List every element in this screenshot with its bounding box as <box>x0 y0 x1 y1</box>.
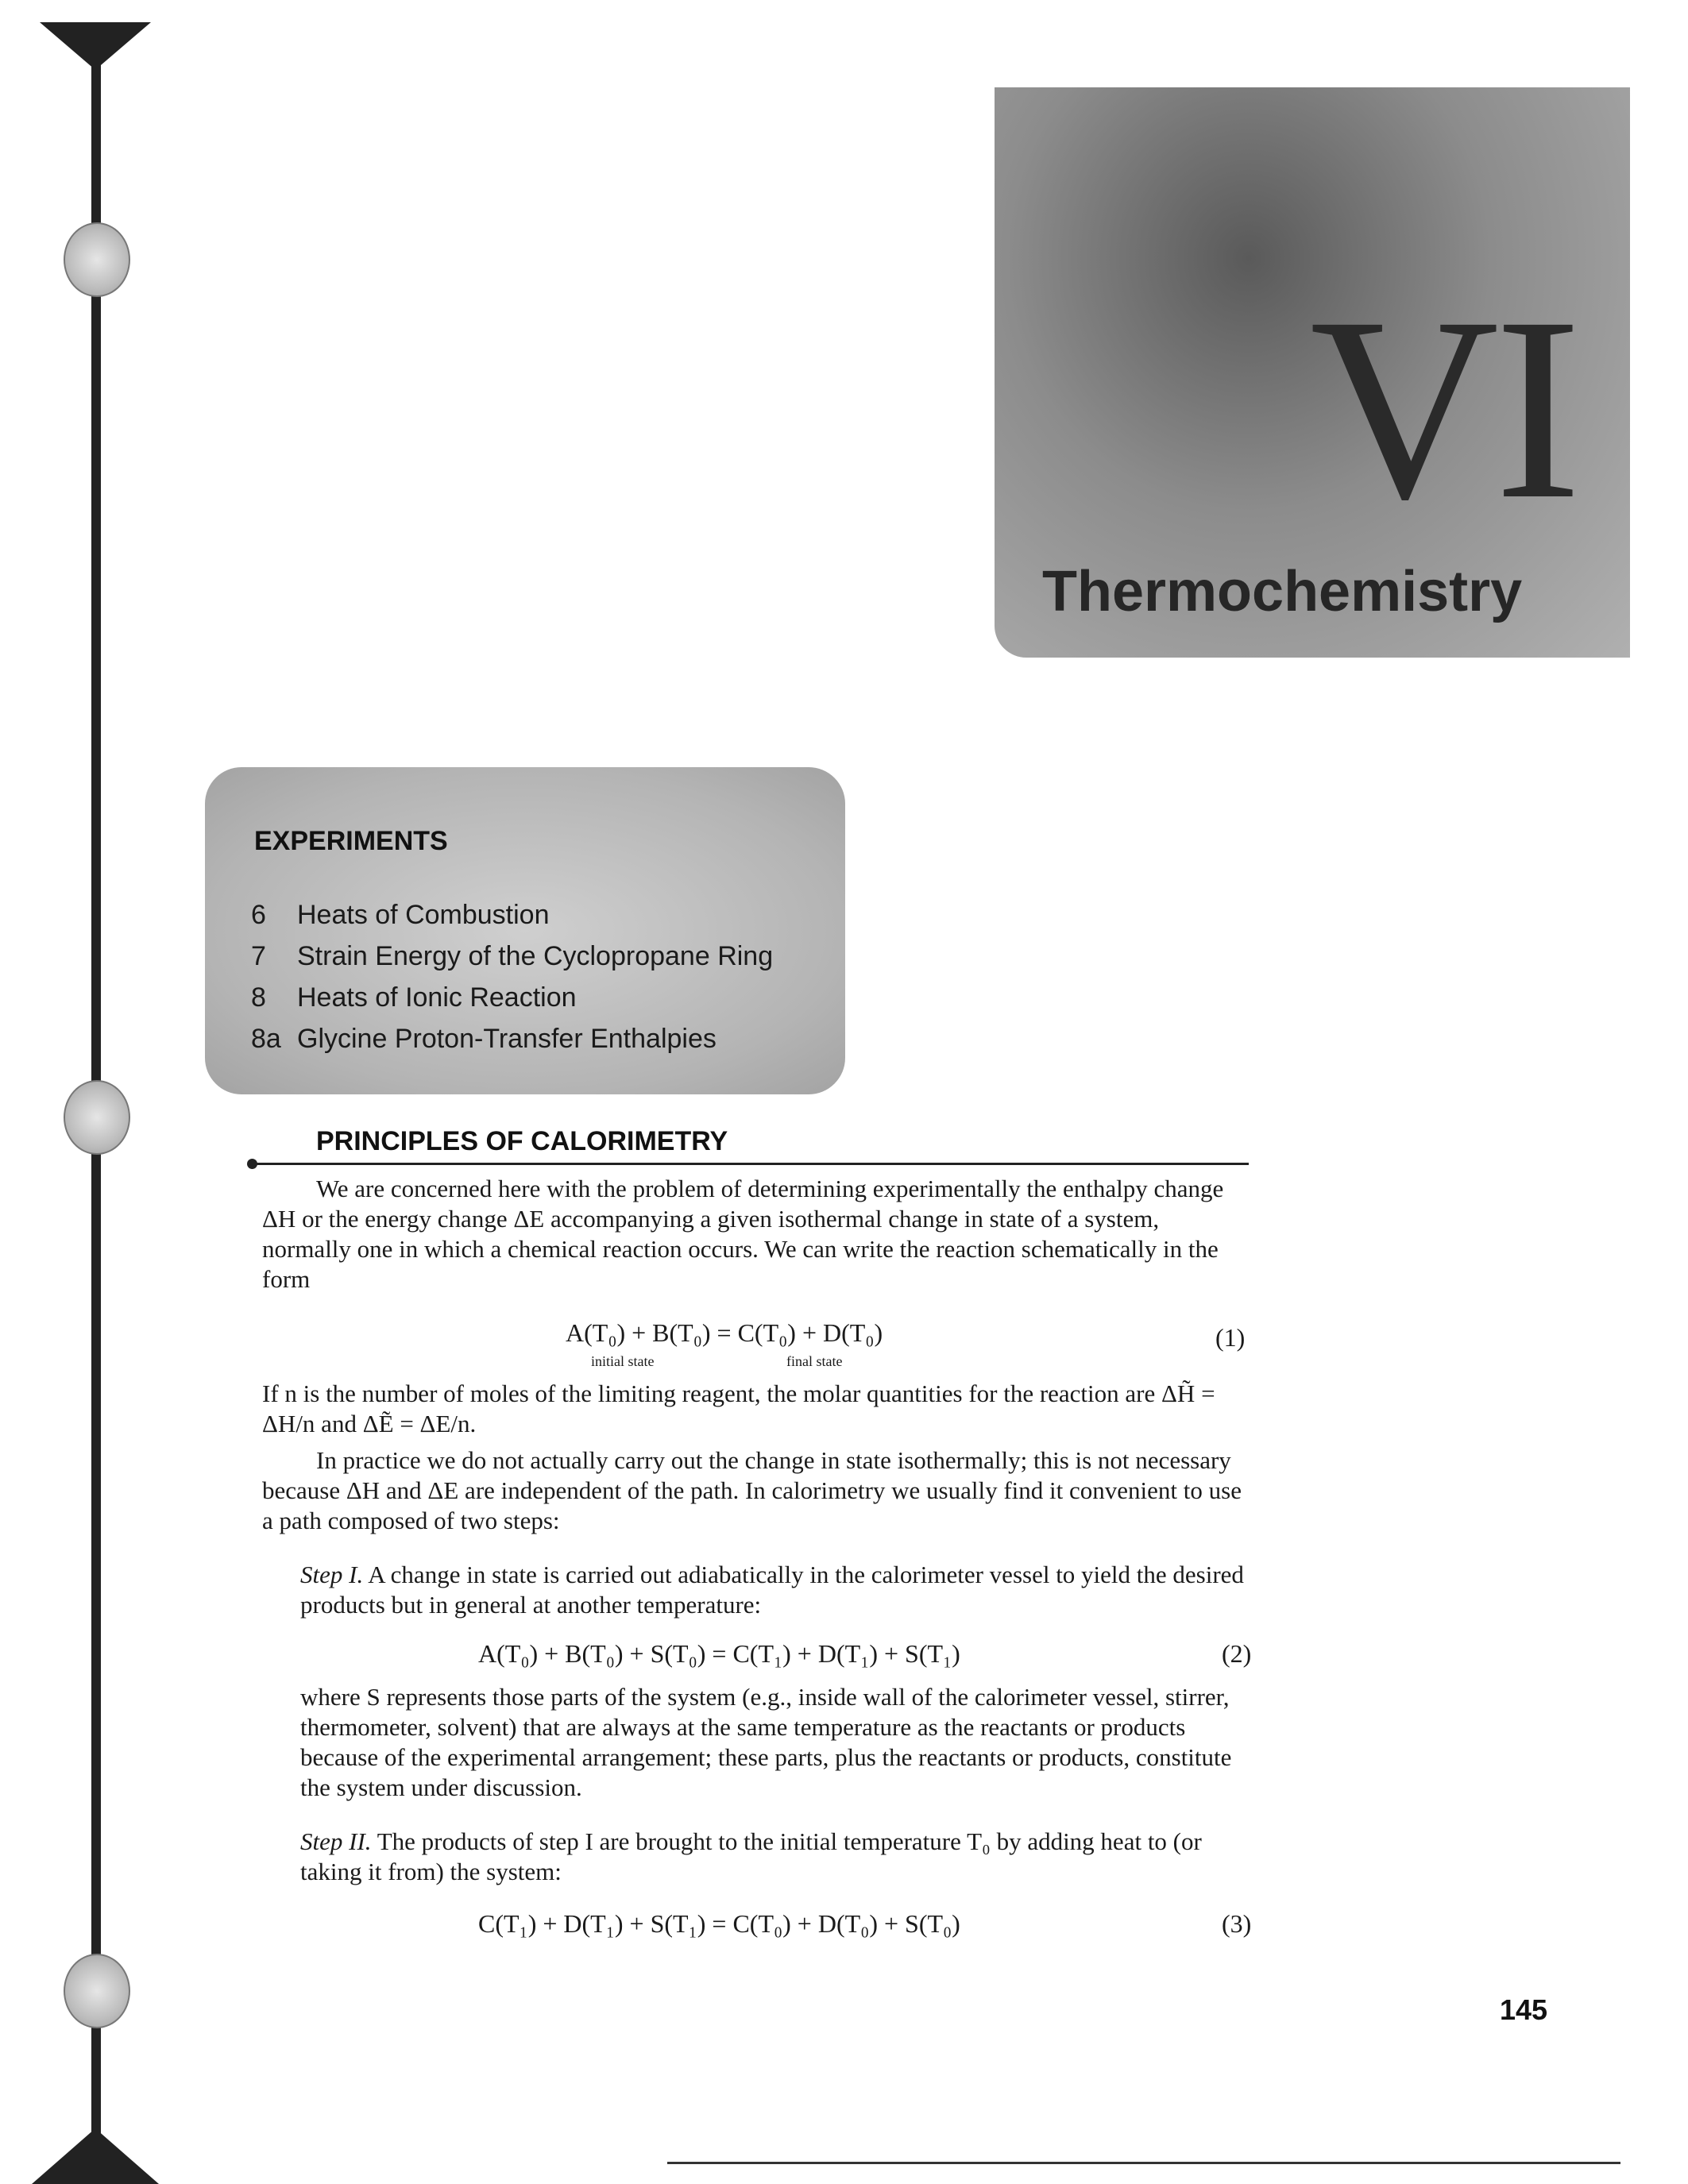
equation-number: (2) <box>1222 1639 1252 1668</box>
body-paragraph: We are concerned here with the problem of determining experimentally the enthalpy change ΔH or the energy change ΔE accompanying a given isothermal change in state of a system, normally one in which a chemical reaction occurs. We can write the reaction schematically in the form <box>262 1175 1224 1293</box>
chapter-numeral: VI <box>1309 264 1578 554</box>
experiment-number: 7 <box>251 941 266 971</box>
equation-3: C(T₁) + D(T₁) + S(T₁) = C(T₀) + D(T₀) + S(T₀) <box>478 1909 960 1938</box>
binding-ring <box>64 222 130 297</box>
experiment-number: 6 <box>251 900 266 930</box>
section-heading: PRINCIPLES OF CALORIMETRY <box>316 1126 728 1156</box>
equation-1: A(T₀) + B(T₀) = C(T₀) + D(T₀) <box>566 1318 883 1347</box>
experiments-heading: EXPERIMENTS <box>254 826 448 856</box>
experiment-title: Heats of Combustion <box>297 900 550 930</box>
binding-ring <box>64 1954 130 2028</box>
step-2-text: The products of step I are brought to the initial temperature T₀ by adding heat to (or taking it from) the system: <box>300 1827 1202 1885</box>
experiment-item <box>251 894 773 936</box>
experiment-item <box>251 1018 773 1059</box>
body-paragraph: where S represents those parts of the system (e.g., inside wall of the calorimeter vessel, stirrer, thermometer, solvent) that are always at the same temperature as the reactants or products because of the experimental arrangement; these parts, plus the reactants or products, constitute the system under discussion. <box>300 1683 1232 1801</box>
step-1-text: A change in state is carried out adiabatically in the calorimeter vessel to yield the desired products but in general at another temperature: <box>300 1561 1244 1619</box>
initial-state-label: initial state <box>591 1353 655 1369</box>
equation-number: (3) <box>1222 1909 1252 1938</box>
binding-ring <box>64 1080 130 1155</box>
equation-2: A(T₀) + B(T₀) + S(T₀) = C(T₁) + D(T₁) + S(T₁) <box>478 1639 960 1668</box>
equation-number: (1) <box>1215 1323 1246 1352</box>
section-rule <box>253 1163 1249 1165</box>
experiment-title: Strain Energy of the Cyclopropane Ring <box>297 941 774 971</box>
experiment-number: 8 <box>251 982 266 1013</box>
page-number: 145 <box>1500 1993 1548 2026</box>
bottom-rule <box>667 2162 1620 2164</box>
experiments-box <box>205 767 845 1094</box>
experiments-list <box>251 894 773 1059</box>
spine-bottom-ornament <box>32 2128 159 2184</box>
step-2-paragraph <box>300 1827 1247 1887</box>
experiment-title: Heats of Ionic Reaction <box>297 982 577 1013</box>
chapter-title: Thermochemistry <box>1042 560 1523 623</box>
step-1-paragraph <box>300 1560 1247 1620</box>
step-1-label: Step I. <box>300 1561 364 1588</box>
experiment-title: Glycine Proton-Transfer Enthalpies <box>297 1024 717 1054</box>
chapter-header <box>995 87 1630 658</box>
experiment-item <box>251 936 773 977</box>
body-paragraph: If n is the number of moles of the limiting reagent, the molar quantities for the reaction are ΔH̃ = ΔH/n and ΔẼ = ΔE/n. <box>262 1379 1215 1437</box>
final-state-label: final state <box>786 1353 843 1369</box>
experiment-number: 8a <box>251 1024 281 1054</box>
body-paragraph: In practice we do not actually carry out the change in state isothermally; this is not necessary because ΔH and ΔE are independent of the path. In calorimetry we usually find it convenient to use a path composed of two steps: <box>262 1446 1242 1534</box>
experiment-item <box>251 977 773 1018</box>
step-2-label: Step II. <box>300 1827 372 1855</box>
